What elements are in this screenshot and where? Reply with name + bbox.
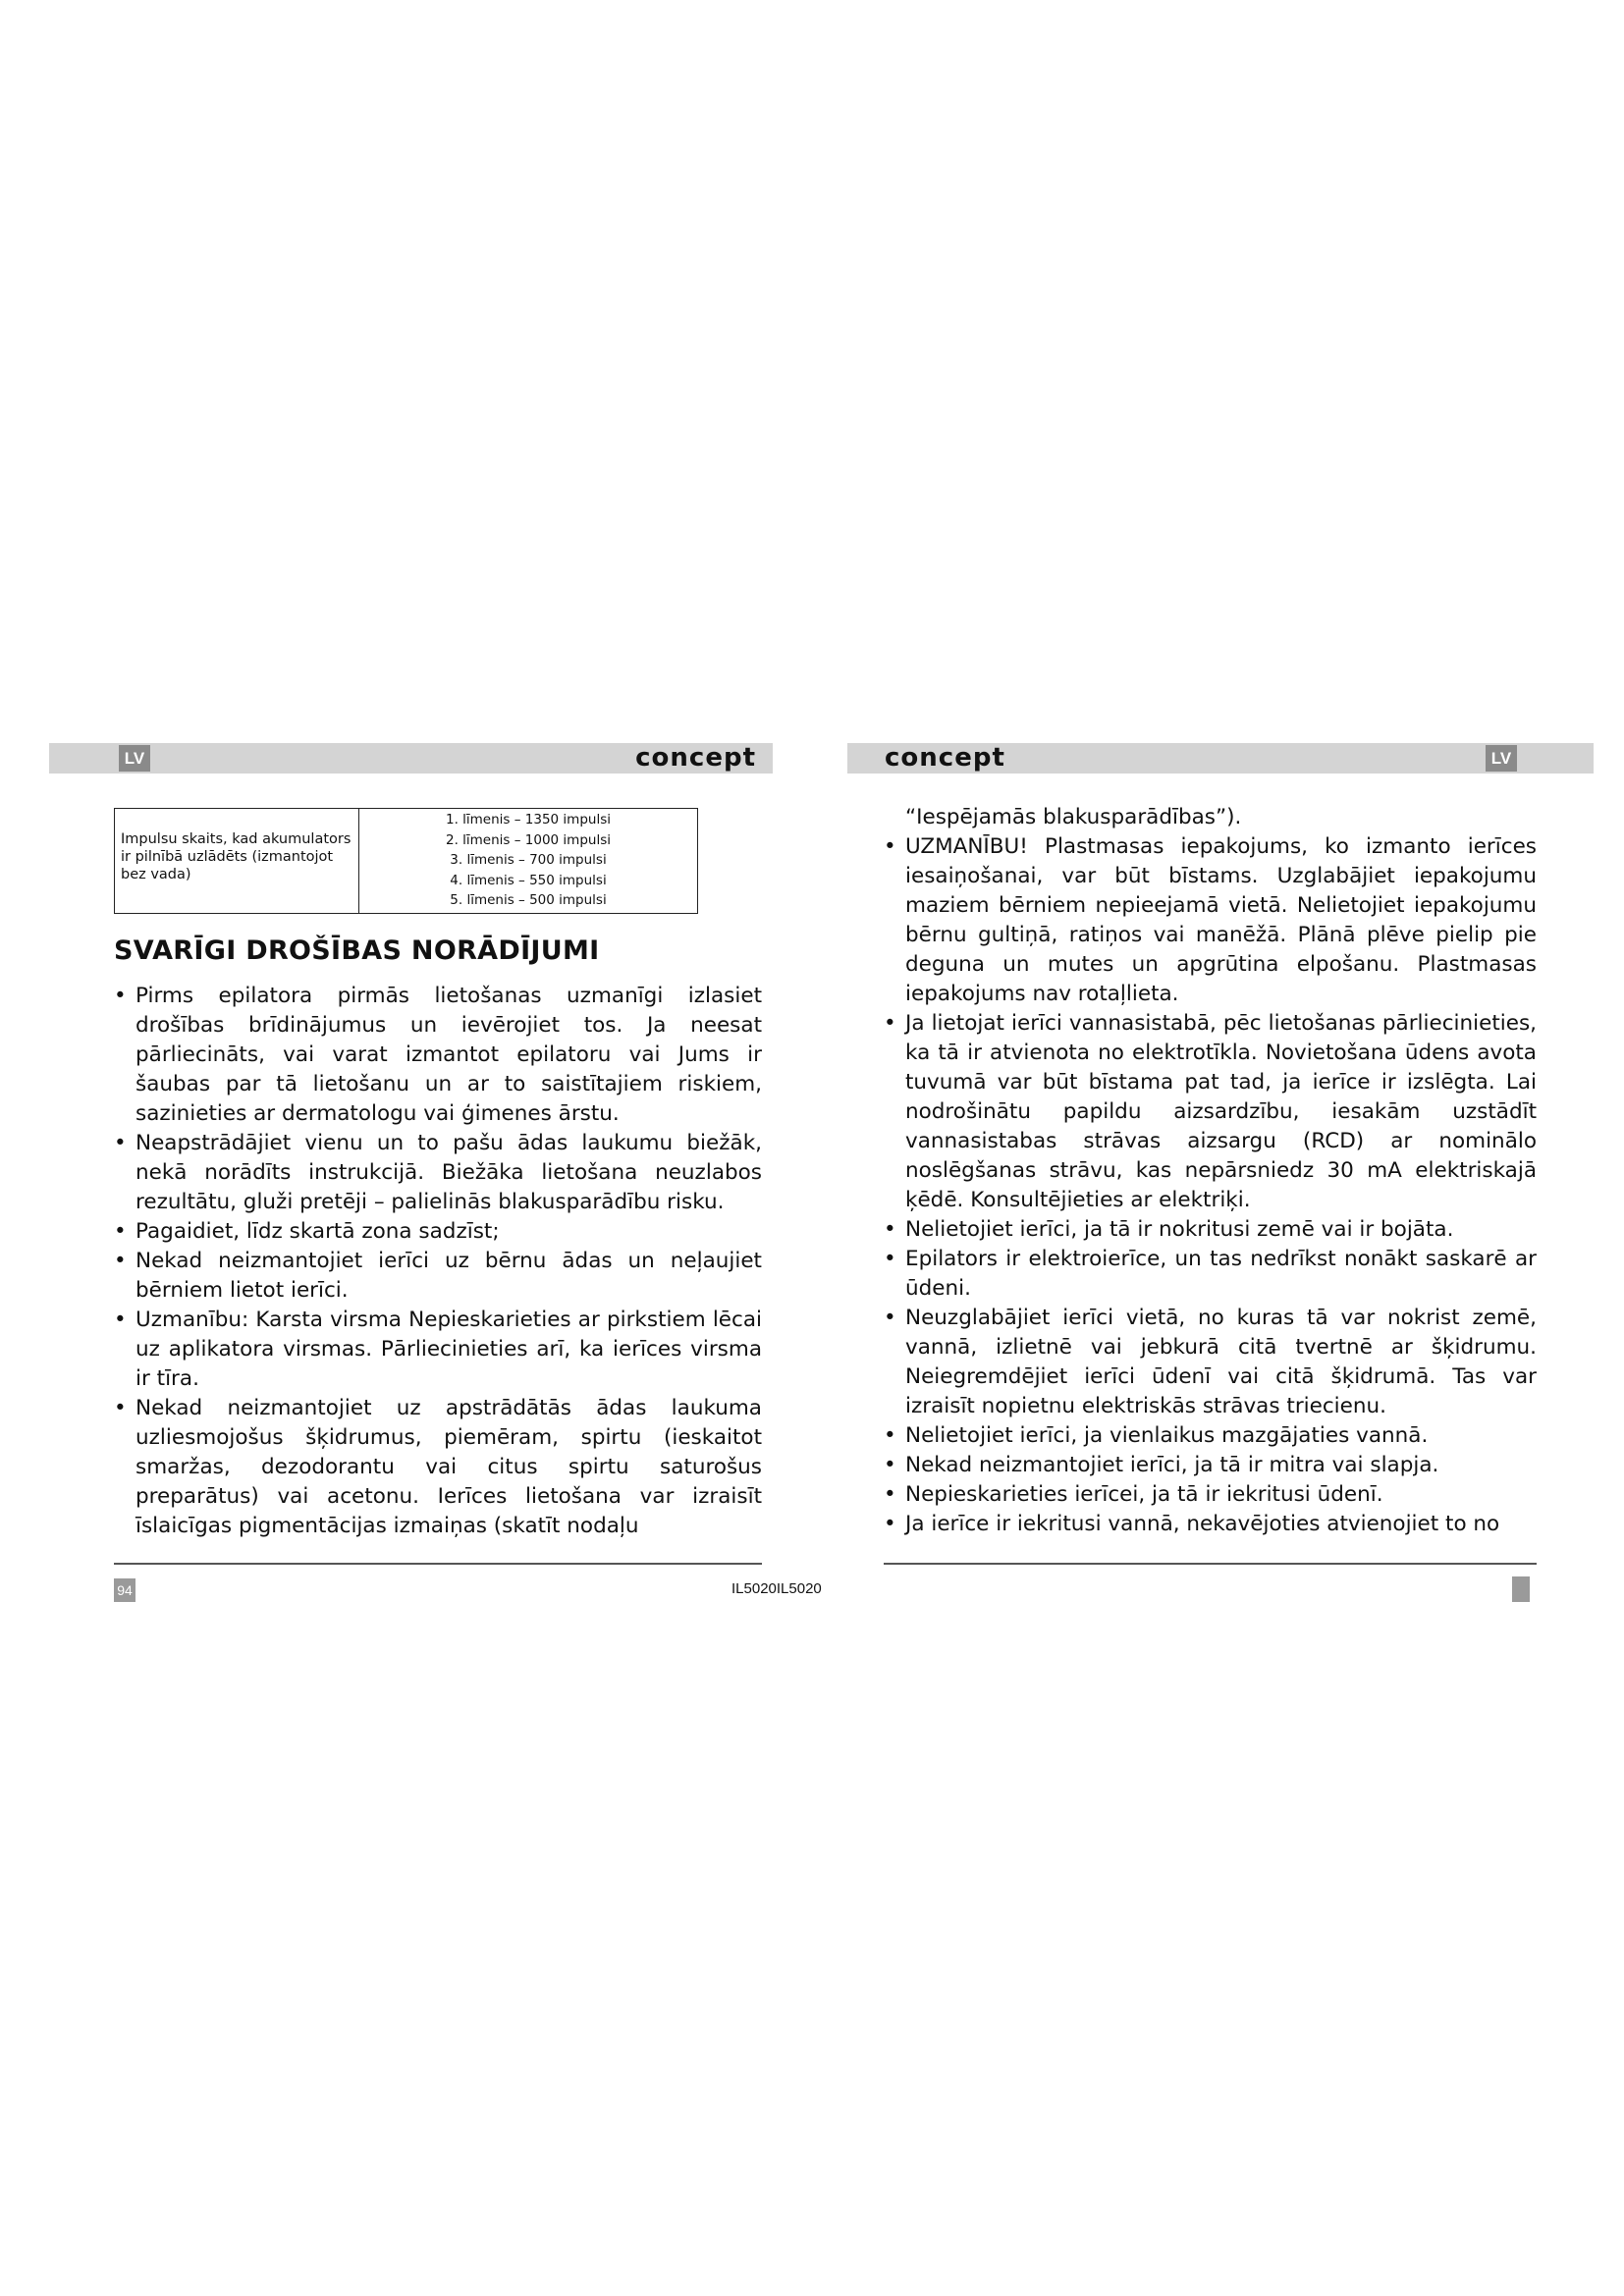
header-bar-right [847, 743, 1594, 774]
continued-text: “Iespējamās blakusparādības”). [905, 805, 1242, 829]
list-item: • Nepieskarieties ierīcei, ja tā ir iekritusi ūdenī. [884, 1480, 1537, 1510]
list-item: • Nelietojiet ierīci, ja vienlaikus mazgājaties vannā. [884, 1421, 1537, 1451]
list-item: • Neapstrādājiet vienu un to pašu ādas laukumu biežāk, nekā norādīts instrukcijā. Biežāka lietošana neuzlabos rezultātu, gluži pretēji – palielinās blakusparādību risku. [114, 1129, 762, 1217]
brand-logo-right: concept [885, 743, 1005, 773]
list-item: • UZMANĪBU! Plastmasas iepakojums, ko izmanto ierīces iesaiņošanai, var būt bīstams. Uzglabājiet iepakojumu maziem bērniem nepieejamā vietā. Nelietojiet iepakojumu bērnu gultiņā, ratiņos vai manēžā. Plānā plēve pielip pie deguna un mutes un apgrūtina elpošanu. Plastmasas iepakojums nav rotaļlieta. [884, 832, 1537, 1009]
list-item: • Ja ierīce ir iekritusi vannā, nekavējoties atvienojiet to no [884, 1510, 1537, 1539]
list-item: • Pagaidiet, līdz skartā zona sadzīst; [114, 1217, 762, 1247]
brand-logo-left: concept [635, 743, 756, 773]
list-item: • Uzmanību: Karsta virsma Nepieskarieties ar pirkstiem lēcai uz aplikatora virsmas. Pārliecinieties arī, ka ierīces virsma ir tīra. [114, 1306, 762, 1394]
list-item: • Epilators ir elektroierīce, un tas nedrīkst nonākt saskarē ar ūdeni. [884, 1245, 1537, 1304]
right-column [884, 803, 1537, 1539]
language-badge-right: LV [1486, 745, 1517, 772]
list-item: • Ja lietojat ierīci vannasistabā, pēc lietošanas pārliecinieties, ka tā ir atvienota no elektrotīkla. Novietošana ūdens avota tuvumā var būt bīstama pat tad, ja ierīce ir izslēgta. Lai nodrošinātu papildu aizsardzību, iesakām uzstādīt vannasistabas strāvas aizsargu (RCD) ar nominālo noslēgšanas strāvu, kas nepārsniedz 30 mA elektriskajā ķēdē. Konsultējieties ar elektriķi. [884, 1009, 1537, 1215]
model-code: IL5020IL5020 [731, 1580, 822, 1597]
section-title: SVARĪGI DROŠĪBAS NORĀDĪJUMI [114, 935, 600, 966]
level-row: 3. līmenis – 700 impulsi [450, 852, 607, 868]
impulse-table-levels [359, 809, 697, 913]
impulse-table [114, 808, 698, 914]
level-row: 4. līmenis – 550 impulsi [450, 872, 607, 888]
footer-divider-right [884, 1563, 1537, 1565]
language-badge-left: LV [119, 745, 150, 772]
impulse-table-label: Impulsu skaits, kad akumulators ir pilnībā uzlādēts (izmantojot bez vada) [115, 809, 359, 913]
list-item: • Nekad neizmantojiet ierīci uz bērnu ādas un neļaujiet bērniem lietot ierīci. [114, 1247, 762, 1306]
level-row: 2. līmenis – 1000 impulsi [445, 831, 611, 848]
left-column [114, 982, 762, 1541]
list-item: • Nekad neizmantojiet uz apstrādātās ādas laukuma uzliesmojošus šķidrumus, piemēram, spirtu (ieskaitot smaržas, dezodorantu vai citus spirtu saturošus preparātus) vai acetonu. Ierīces lietošana var izraisīt īslaicīgas pigmentācijas izmaiņas (skatīt nodaļu [114, 1394, 762, 1541]
page-number: 94 [114, 1578, 135, 1602]
list-item: • Nekad neizmantojiet ierīci, ja tā ir mitra vai slapja. [884, 1451, 1537, 1480]
page-marker [1512, 1576, 1530, 1602]
list-item: • Nelietojiet ierīci, ja tā ir nokritusi zemē vai ir bojāta. [884, 1215, 1537, 1245]
list-item: • Neuzglabājiet ierīci vietā, no kuras tā var nokrist zemē, vannā, izlietnē vai jebkurā citā tvertnē ar šķidrumu. Neiegremdējiet ierīci ūdenī vai citā šķidrumā. Tas var izraisīt nopietnu elektriskās strāvas triecienu. [884, 1304, 1537, 1421]
level-row: 1. līmenis – 1350 impulsi [445, 812, 611, 828]
header-bar-left [49, 743, 773, 774]
list-item: • Pirms epilatora pirmās lietošanas uzmanīgi izlasiet drošības brīdinājumus un ievērojiet tos. Ja neesat pārliecināts, vai varat izmantot epilatoru vai Jums ir šaubas par tā lietošanu un ar to saistītajiem riskiem, sazinieties ar dermatologu vai ģimenes ārstu. [114, 982, 762, 1129]
footer-divider-left [114, 1563, 762, 1565]
level-row: 5. līmenis – 500 impulsi [450, 892, 607, 908]
